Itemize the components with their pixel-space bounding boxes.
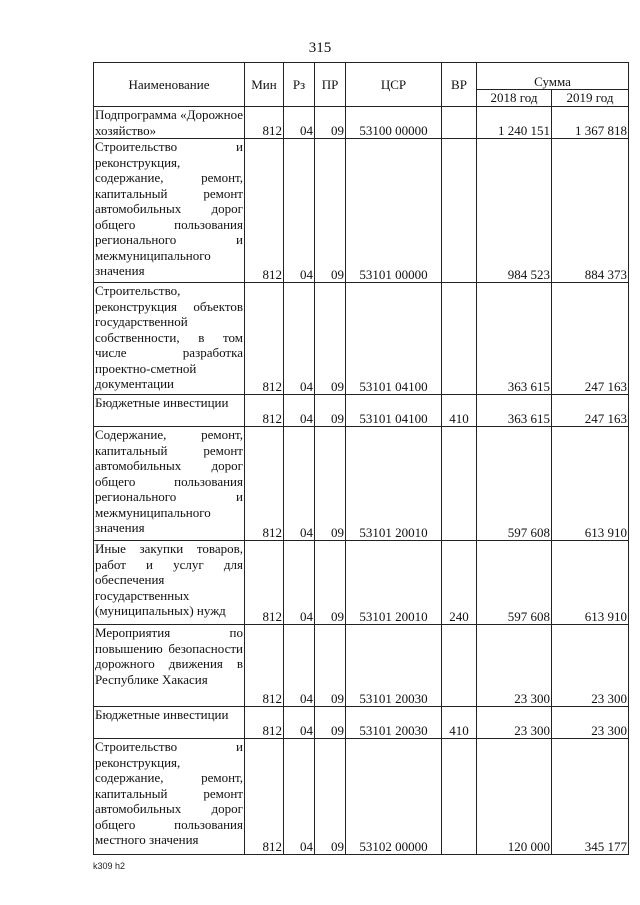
row-amount-2018: 597 608 (477, 427, 552, 541)
row-amount-2019: 1 367 818 (552, 107, 629, 139)
row-rz: 04 (284, 107, 315, 139)
header-sum: Сумма (477, 63, 629, 90)
row-vr: 410 (442, 395, 477, 427)
row-name: Бюджетные инвестиции (94, 395, 245, 427)
header-name: Наименование (94, 63, 245, 107)
row-csr: 53102 00000 (346, 739, 442, 855)
row-min: 812 (245, 625, 284, 707)
row-rz: 04 (284, 541, 315, 625)
row-pr: 09 (315, 139, 346, 283)
row-vr (442, 739, 477, 855)
row-amount-2018: 23 300 (477, 707, 552, 739)
table-row (94, 283, 629, 395)
row-vr (442, 139, 477, 283)
document-code: k309 h2 (93, 861, 126, 871)
row-min: 812 (245, 283, 284, 395)
row-amount-2019: 247 163 (552, 395, 629, 427)
row-min: 812 (245, 139, 284, 283)
table-row (94, 139, 629, 283)
row-name: Строительство и реконструкция, содержание, ремонт, капитальный ремонт автомобильных дорог общего пользования регионального и межмуниципального значения (94, 139, 245, 283)
table-row (94, 707, 629, 739)
row-vr (442, 107, 477, 139)
budget-table (93, 62, 629, 855)
row-min: 812 (245, 395, 284, 427)
row-amount-2018: 984 523 (477, 139, 552, 283)
row-csr: 53101 00000 (346, 139, 442, 283)
row-rz: 04 (284, 707, 315, 739)
row-csr: 53101 04100 (346, 395, 442, 427)
row-amount-2018: 597 608 (477, 541, 552, 625)
row-pr: 09 (315, 541, 346, 625)
row-csr: 53101 20010 (346, 427, 442, 541)
row-rz: 04 (284, 283, 315, 395)
row-pr: 09 (315, 283, 346, 395)
row-name: Строительство, реконструкция объектов государственной собственности, в том числе разработка проектно-сметной документации (94, 283, 245, 395)
page-number: 315 (308, 40, 332, 56)
row-pr: 09 (315, 395, 346, 427)
row-min: 812 (245, 541, 284, 625)
row-vr (442, 625, 477, 707)
row-rz: 04 (284, 625, 315, 707)
row-amount-2019: 613 910 (552, 427, 629, 541)
row-name: Бюджетные инвестиции (94, 707, 245, 739)
row-csr: 53101 04100 (346, 283, 442, 395)
header-rz: Рз (284, 63, 315, 107)
header-year-2018: 2018 год (477, 90, 552, 107)
row-amount-2019: 613 910 (552, 541, 629, 625)
row-name: Иные закупки товаров, работ и услуг для обеспечения государственных (муниципальных) нужд (94, 541, 245, 625)
row-amount-2018: 120 000 (477, 739, 552, 855)
table-row (94, 541, 629, 625)
row-min: 812 (245, 107, 284, 139)
row-vr: 410 (442, 707, 477, 739)
table-row (94, 107, 629, 139)
header-vr: ВР (442, 63, 477, 107)
row-amount-2019: 23 300 (552, 625, 629, 707)
row-csr: 53101 20030 (346, 625, 442, 707)
row-name: Содержание, ремонт, капитальный ремонт автомобильных дорог общего пользования регионального и межмуниципального значения (94, 427, 245, 541)
table-row (94, 625, 629, 707)
row-vr (442, 427, 477, 541)
table-row (94, 395, 629, 427)
row-amount-2018: 1 240 151 (477, 107, 552, 139)
row-rz: 04 (284, 139, 315, 283)
header-year-2019: 2019 год (552, 90, 629, 107)
table-row (94, 427, 629, 541)
row-pr: 09 (315, 107, 346, 139)
header-min: Мин (245, 63, 284, 107)
row-amount-2019: 23 300 (552, 707, 629, 739)
row-csr: 53101 20010 (346, 541, 442, 625)
row-amount-2019: 345 177 (552, 739, 629, 855)
header-pr: ПР (315, 63, 346, 107)
row-rz: 04 (284, 395, 315, 427)
row-pr: 09 (315, 427, 346, 541)
row-amount-2019: 884 373 (552, 139, 629, 283)
row-name: Мероприятия по повышению безопасности дорожного движения в Республике Хакасия (94, 625, 245, 707)
row-amount-2018: 363 615 (477, 395, 552, 427)
row-amount-2019: 247 163 (552, 283, 629, 395)
row-csr: 53100 00000 (346, 107, 442, 139)
row-name: Строительство и реконструкция, содержание, ремонт, капитальный ремонт автомобильных дорог общего пользования местного значения (94, 739, 245, 855)
row-rz: 04 (284, 739, 315, 855)
row-min: 812 (245, 427, 284, 541)
row-pr: 09 (315, 707, 346, 739)
row-name: Подпрограмма «Дорожное хозяйство» (95, 107, 243, 138)
row-vr (442, 283, 477, 395)
row-pr: 09 (315, 739, 346, 855)
row-vr: 240 (442, 541, 477, 625)
header-csr: ЦСР (346, 63, 442, 107)
row-amount-2018: 363 615 (477, 283, 552, 395)
table-row (94, 739, 629, 855)
row-min: 812 (245, 739, 284, 855)
row-min: 812 (245, 707, 284, 739)
row-csr: 53101 20030 (346, 707, 442, 739)
row-amount-2018: 23 300 (477, 625, 552, 707)
row-pr: 09 (315, 625, 346, 707)
row-rz: 04 (284, 427, 315, 541)
